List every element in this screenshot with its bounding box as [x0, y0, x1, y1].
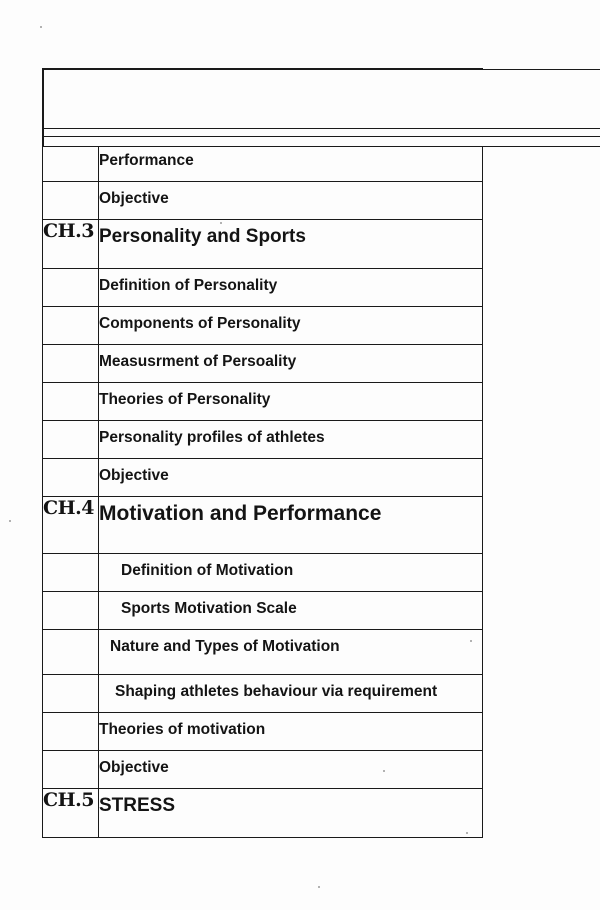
toc-entry-title: Shaping athletes behaviour via requirement [99, 675, 483, 713]
toc-row [43, 630, 556, 675]
chapter-label: CH.5 [43, 789, 99, 838]
chapter-cell [43, 592, 99, 630]
toc-chapter-row [43, 789, 556, 838]
scan-speck [383, 770, 385, 772]
toc-row [43, 675, 556, 713]
chapter-cell [43, 713, 99, 751]
toc-entry-title: Theories of Personality [99, 383, 483, 421]
toc-entry-title: Objective [99, 751, 483, 789]
scan-speck [220, 222, 222, 224]
chapter-cell [43, 751, 99, 789]
chapter-cell [43, 675, 99, 713]
chapter-title: STRESS [99, 789, 483, 838]
toc-entry-title: Nature and Types of Motivation [99, 630, 483, 675]
chapter-cell [43, 421, 99, 459]
toc-row [43, 307, 556, 345]
chapter-label: CH.3 [43, 220, 99, 269]
toc-row [43, 269, 556, 307]
toc-entry-title: Sports Motivation Scale [99, 592, 483, 630]
toc-entry-title-line: Performance [99, 152, 194, 169]
chapter-cell [43, 182, 99, 220]
toc-entry-title: Components of Personality [99, 307, 483, 345]
toc-entry-title: Definition of Personality [99, 269, 483, 307]
scan-speck [40, 26, 42, 28]
toc-entry-title: Personality profiles of athletes [99, 421, 483, 459]
toc-row [43, 421, 556, 459]
toc-entry-title: Objective [99, 459, 483, 497]
table-of-contents [42, 68, 556, 838]
toc-chapter-row [43, 220, 556, 269]
chapter-cell [43, 554, 99, 592]
chapter-cell [43, 383, 99, 421]
toc-row [43, 713, 556, 751]
toc-row [43, 459, 556, 497]
chapter-cell [43, 630, 99, 675]
scan-speck [466, 832, 468, 834]
scan-speck [470, 640, 472, 642]
toc-row [43, 554, 556, 592]
scan-speck [9, 520, 11, 522]
toc-entry-title: Measusrment of Persoality [99, 345, 483, 383]
toc-entry-title: Objective [99, 182, 483, 220]
toc-row [43, 345, 556, 383]
chapter-title: Personality and Sports [99, 220, 483, 269]
chapter-cell [43, 307, 99, 345]
chapter-cell [43, 459, 99, 497]
toc-entry-title: Theories of motivation [99, 713, 483, 751]
toc-chapter-row [43, 497, 556, 554]
toc-entry-page [43, 69, 600, 129]
toc-row [43, 751, 556, 789]
toc-row [43, 182, 556, 220]
toc-entry-title: Definition of Motivation [99, 554, 483, 592]
chapter-cell [43, 269, 99, 307]
chapter-label: CH.4 [43, 497, 99, 554]
chapter-cell [43, 345, 99, 383]
scan-speck [318, 886, 320, 888]
toc-row [43, 383, 556, 421]
toc-row [43, 592, 556, 630]
chapter-title: Motivation and Performance [99, 497, 483, 554]
